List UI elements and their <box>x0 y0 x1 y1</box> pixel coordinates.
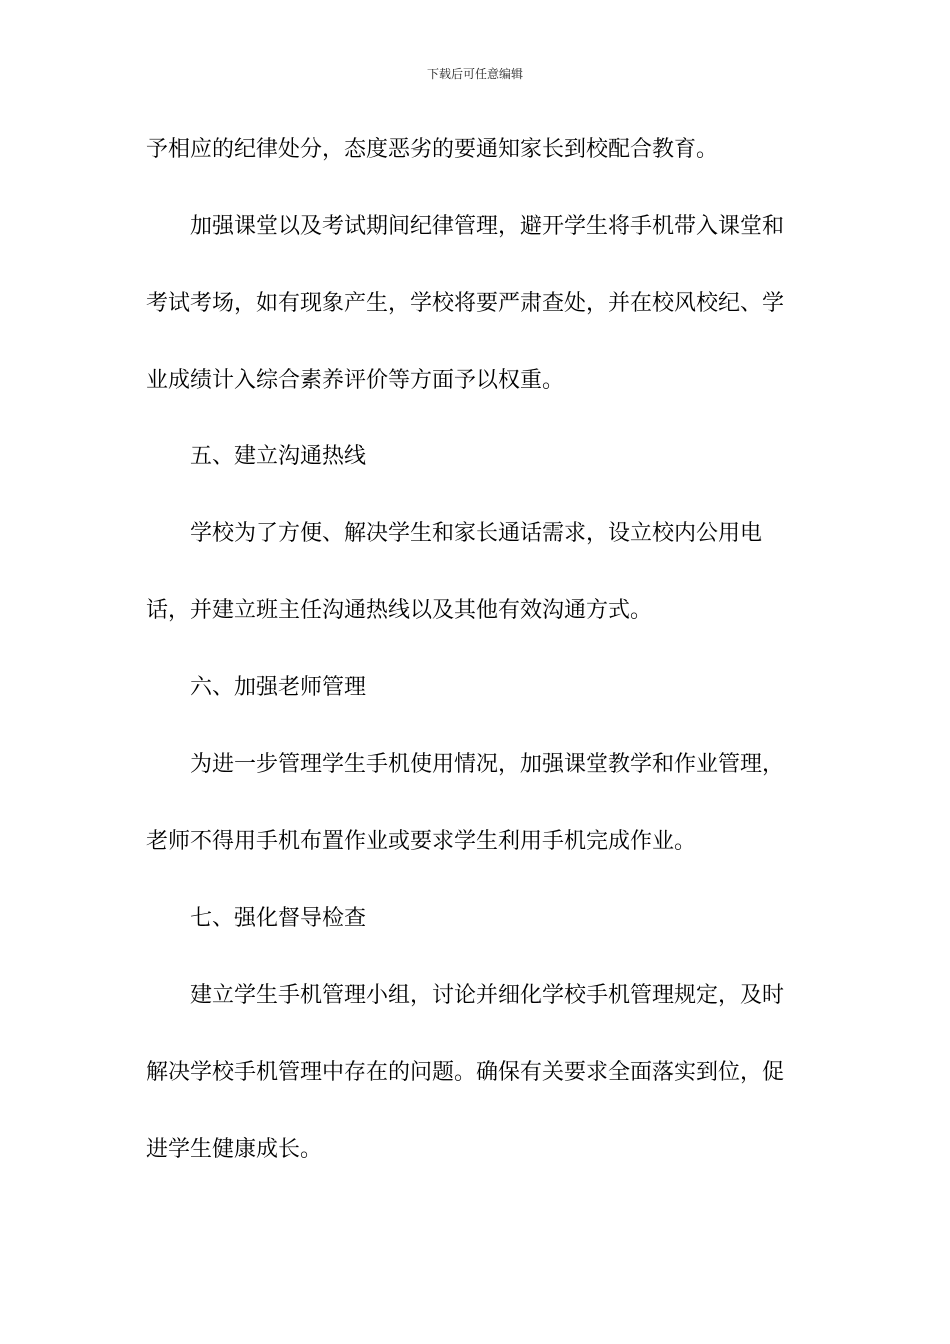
paragraph-line: 为进一步管理学生手机使用情况，加强课堂教学和作业管理， <box>190 752 785 777</box>
paragraph-line: 业成绩计入综合素养评价等方面予以权重。 <box>146 368 565 393</box>
paragraph-line: 加强课堂以及考试期间纪律管理，避开学生将手机带入课堂和 <box>190 214 785 239</box>
section-heading: 七、强化督导检查 <box>190 906 367 931</box>
section-heading: 五、建立沟通热线 <box>190 444 367 469</box>
paragraph-line: 学校为了方便、解决学生和家长通话需求，设立校内公用电 <box>190 521 763 546</box>
paragraph-line: 建立学生手机管理小组，讨论并细化学校手机管理规定，及时 <box>190 983 785 1008</box>
paragraph-line: 予相应的纪律处分，态度恶劣的要通知家长到校配合教育。 <box>146 137 719 162</box>
paragraph-line: 解决学校手机管理中存在的问题。确保有关要求全面落实到位，促 <box>146 1060 785 1085</box>
page-header: 下载后可任意编辑 <box>426 67 523 81</box>
paragraph-line: 考试考场，如有现象产生，学校将要严肃查处，并在校风校纪、学 <box>146 291 785 316</box>
paragraph-line: 话，并建立班主任沟通热线以及其他有效沟通方式。 <box>146 598 653 623</box>
paragraph-line: 老师不得用手机布置作业或要求学生利用手机完成作业。 <box>146 829 697 854</box>
paragraph-line: 进学生健康成长。 <box>146 1137 323 1162</box>
section-heading: 六、加强老师管理 <box>190 675 367 700</box>
